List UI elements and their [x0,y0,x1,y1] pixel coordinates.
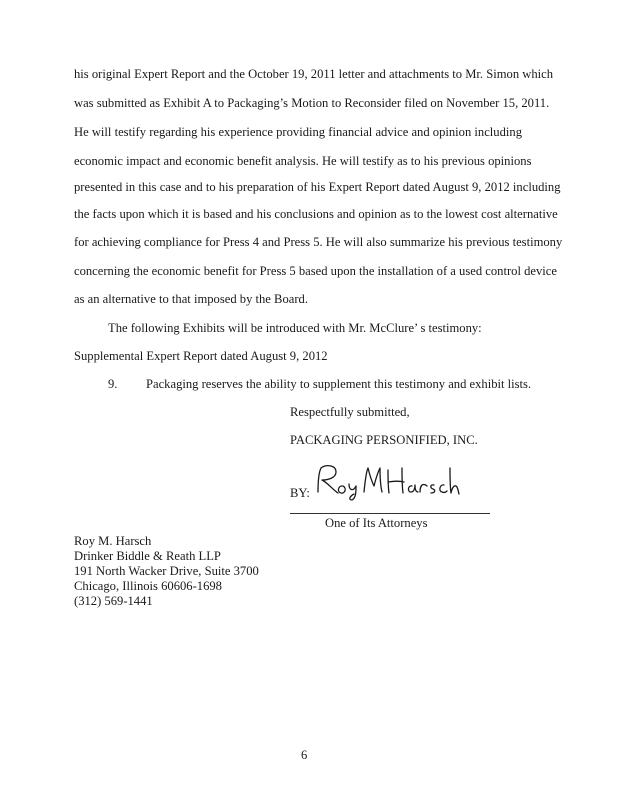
body-line: economic impact and economic benefit analysis. He will testify as to his previous opinions [74,154,532,168]
body-line: He will testify regarding his experience providing financial advice and opinion including [74,125,522,139]
address-line: Roy M. Harsch [74,534,152,548]
body-line: the facts upon which it is based and his conclusions and opinion as to the lowest cost alternative [74,207,558,221]
address-line: Drinker Biddle & Reath LLP [74,549,221,563]
exhibits-intro: The following Exhibits will be introduced with Mr. McClure’ s testimony: [108,321,482,335]
paragraph-text: Packaging reserves the ability to supplement this testimony and exhibit lists. [146,377,532,391]
address-line: 191 North Wacker Drive, Suite 3700 [74,564,259,578]
page-number: 6 [301,748,308,762]
closing-company: PACKAGING PERSONIFIED, INC. [290,433,478,447]
body-line: was submitted as Exhibit A to Packaging’s Motion to Reconsider filed on November 15, 2011. [74,96,550,110]
address-line: (312) 569-1441 [74,594,153,608]
body-line: presented in this case and to his preparation of his Expert Report dated August 9, 2012 including [74,180,561,194]
signature-line [290,513,490,514]
body-line: as an alternative to that imposed by the Board. [74,292,308,306]
closing-respectfully: Respectfully submitted, [290,405,410,419]
body-line: his original Expert Report and the October 19, 2011 letter and attachments to Mr. Simon which [74,67,554,81]
paragraph-number: 9. [108,377,118,391]
body-line: concerning the economic benefit for Press 5 based upon the installation of a used control device [74,264,557,278]
handwritten-signature [312,462,462,502]
exhibit-item: Supplemental Expert Report dated August 9, 2012 [74,349,328,363]
body-line: for achieving compliance for Press 4 and Press 5. He will also summarize his previous testimony [74,235,563,249]
address-line: Chicago, Illinois 60606-1698 [74,579,222,593]
signature-by-label: BY: [290,486,310,500]
signature-caption: One of Its Attorneys [325,516,428,530]
